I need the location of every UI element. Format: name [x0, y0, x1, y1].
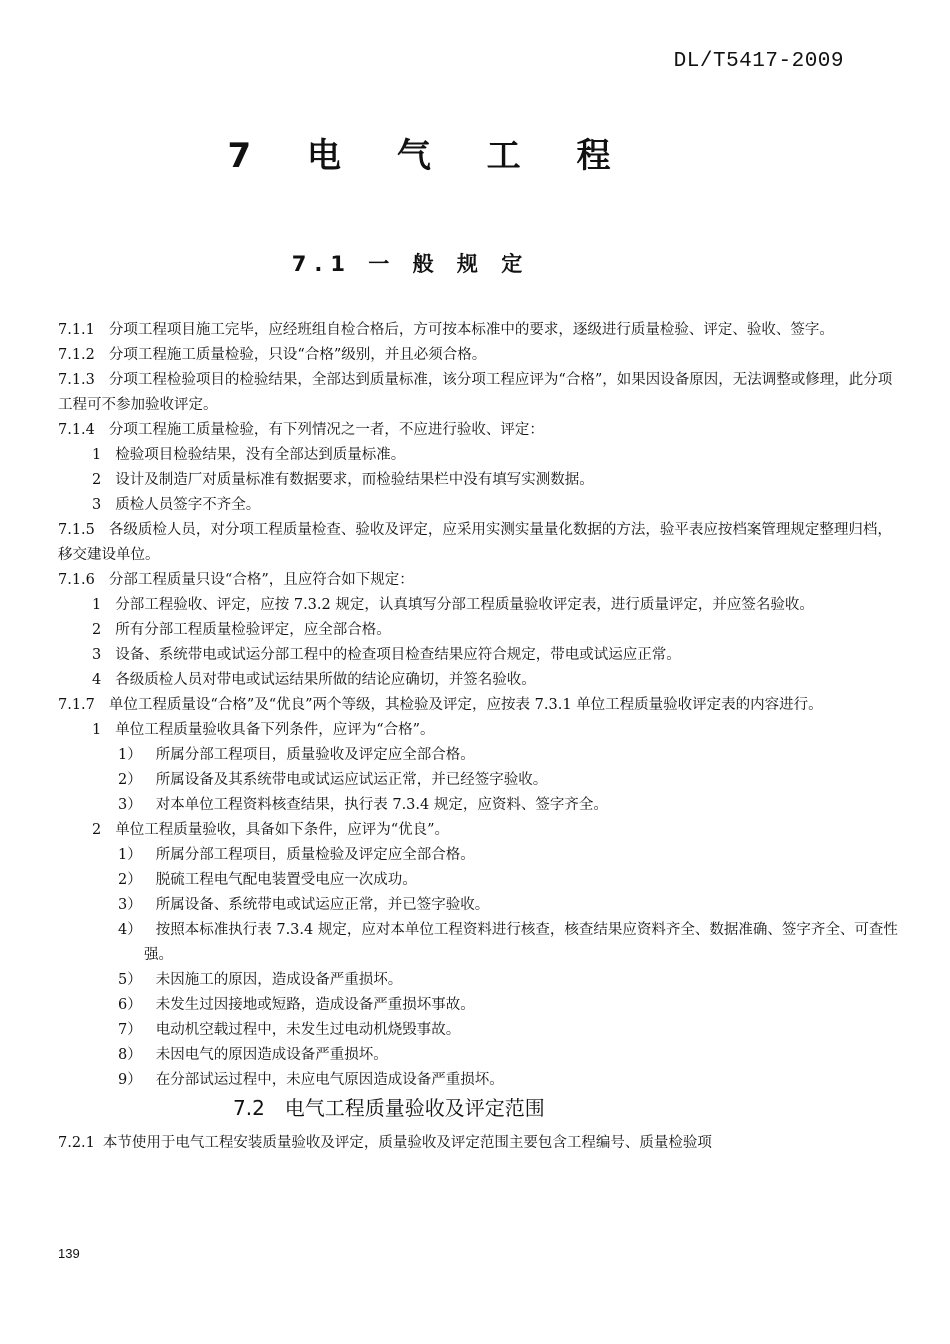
sub-list-item: 4） 按照本标准执行表 7.3.4 规定，应对本单位工程资料进行核查，核查结果应资料齐全、数据准确、签字齐全、可查性强。 — [118, 922, 898, 963]
paragraph-7-1-1: 7.1.1 分项工程项目施工完毕，应经班组自检合格后，方可按本标准中的要求，逐级进行质量检验、评定、验收、签字。 — [58, 322, 834, 338]
subsection-title: 7.2 电气工程质量验收及评定范围 — [233, 1096, 545, 1120]
standard-code: DL/T5417-2009 — [673, 50, 844, 73]
paragraph-7-1-6: 7.1.6 分部工程质量只设“合格”，且应符合如下规定： — [58, 572, 414, 588]
paragraph-7-2-1: 7.2.1 本节使用于电气工程安装质量验收及评定，质量验收及评定范围主要包含工程编号、质量检验项 — [58, 1135, 712, 1151]
paragraph-7-1-2: 7.1.2 分项工程施工质量检验，只设“合格”级别，并且必须合格。 — [58, 347, 487, 363]
list-item: 2 所有分部工程质量检验评定，应全部合格。 — [92, 622, 391, 638]
sub-list-item: 1） 所属分部工程项目，质量检验及评定应全部合格。 — [118, 847, 475, 863]
list-item: 2 单位工程质量验收，具备如下条件，应评为“优良”。 — [92, 822, 450, 838]
sub-list-item: 5） 未因施工的原因，造成设备严重损坏。 — [118, 972, 403, 988]
paragraph-7-1-5: 7.1.5 各级质检人员，对分项工程质量检查、验收及评定，应采用实测实量量化数据的方法，验平表应按档案管理规定整理归档，移交建设单位。 — [58, 522, 892, 563]
sub-list-item: 2） 所属设备及其系统带电或试运应试运正常，并已经签字验收。 — [118, 772, 548, 788]
sub-list-item: 3） 对本单位工程资料核查结果，执行表 7.3.4 规定，应资料、签字齐全。 — [118, 797, 608, 813]
sub-list-item: 9） 在分部试运过程中，未应电气原因造成设备严重损坏。 — [118, 1072, 504, 1088]
sub-list-item: 1） 所属分部工程项目，质量验收及评定应全部合格。 — [118, 747, 475, 763]
paragraph-7-1-4: 7.1.4 分项工程施工质量检验，有下列情况之一者，不应进行验收、评定： — [58, 422, 544, 438]
sub-list-item: 8） 未因电气的原因造成设备严重损坏。 — [118, 1047, 388, 1063]
list-item: 3 设备、系统带电或试运分部工程中的检查项目检查结果应符合规定，带电或试运应正常。 — [92, 647, 681, 663]
list-item: 2 设计及制造厂对质量标准有数据要求，而检验结果栏中没有填写实测数据。 — [92, 472, 594, 488]
list-item: 4 各级质检人员对带电或试运结果所做的结论应确切，并签名验收。 — [92, 672, 536, 688]
paragraph-7-1-3: 7.1.3 分项工程检验项目的检验结果，全部达到质量标准，该分项工程应评为“合格”，如果因设备原因，无法调整或修理，此分项工程可不参加验收评定。 — [58, 372, 893, 413]
sub-list-item: 6） 未发生过因接地或短路，造成设备严重损坏事故。 — [118, 997, 475, 1013]
list-item: 3 质检人员签字不齐全。 — [92, 497, 261, 513]
sub-list-item: 7） 电动机空载过程中，未发生过电动机烧毁事故。 — [118, 1022, 461, 1038]
list-item: 1 检验项目检验结果，没有全部达到质量标准。 — [92, 447, 406, 463]
body-text — [58, 318, 900, 1156]
list-item: 1 单位工程质量验收具备下列条件，应评为“合格”。 — [92, 722, 435, 738]
section-title: 7.1 一 般 规 定 — [291, 252, 531, 276]
paragraph-7-1-7: 7.1.7 单位工程质量设“合格”及“优良”两个等级，其检验及评定，应按表 7.3.1 单位工程质量验收评定表的内容进行。 — [58, 697, 823, 713]
sub-list-item: 3） 所属设备、系统带电或试运应正常，并已签字验收。 — [118, 897, 490, 913]
sub-list-item: 2） 脱硫工程电气配电装置受电应一次成功。 — [118, 872, 417, 888]
chapter-title: 7 电 气 工 程 — [227, 136, 633, 176]
page-number: 139 — [58, 1246, 80, 1261]
list-item: 1 分部工程验收、评定，应按 7.3.2 规定，认真填写分部工程质量验收评定表，进行质量评定，并应签名验收。 — [92, 597, 814, 613]
